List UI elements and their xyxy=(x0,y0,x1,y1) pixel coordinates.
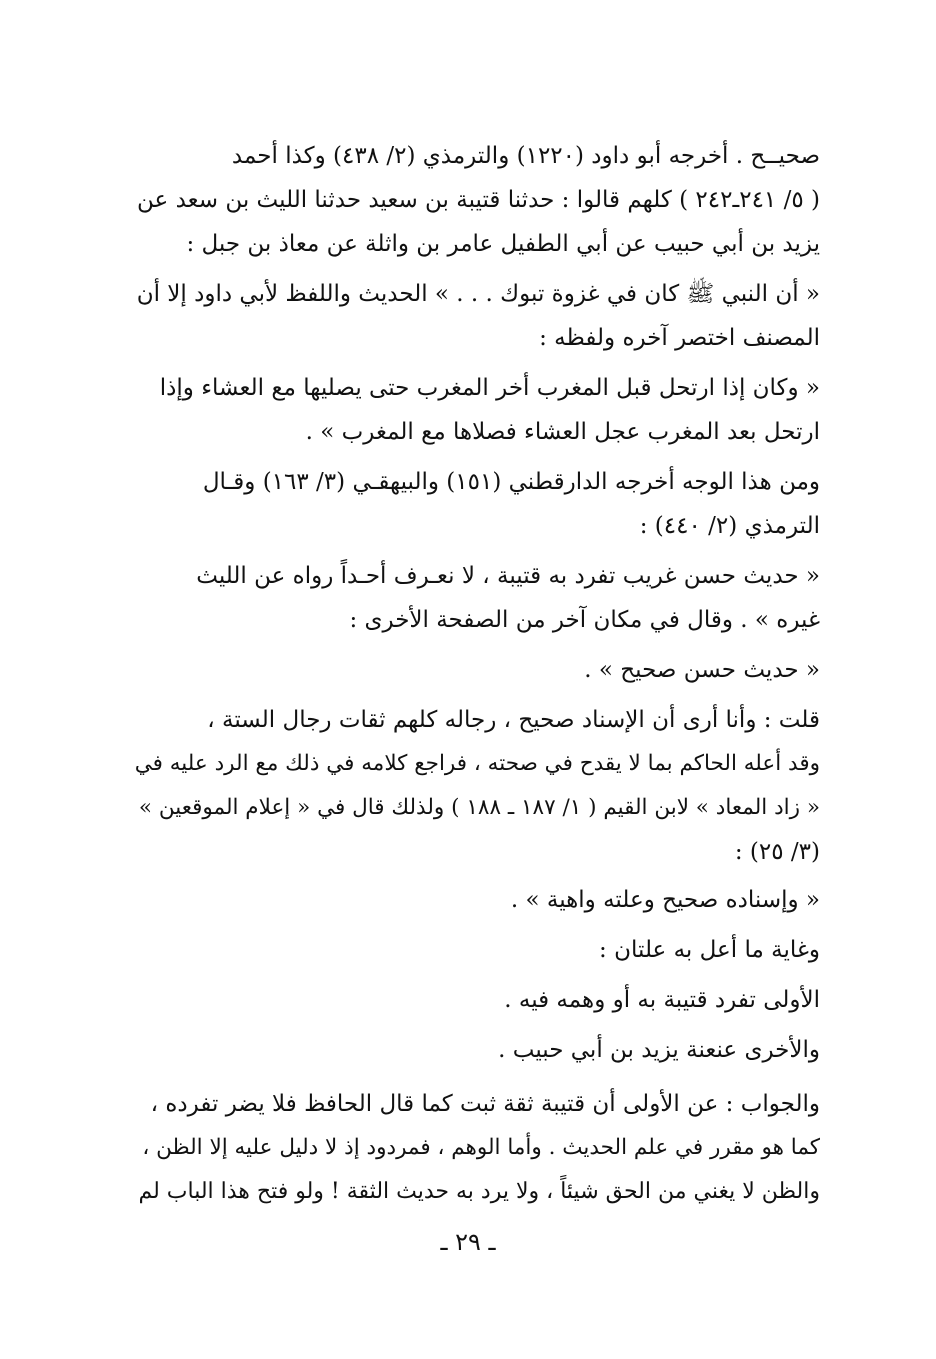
text-line: يزيد بن أبي حبيب عن أبي الطفيل عامر بن واثلة عن معاذ بن جبل : xyxy=(186,231,820,257)
text-line: والجواب : عن الأولى أن قتيبة ثقة ثبت كما قال الحافظ فلا يضر تفرده ، xyxy=(150,1091,820,1117)
text-line: « زاد المعاد » لابن القيم ( ١/ ١٨٧ ـ ١٨٨ ) ولذلك قال في « إعلام الموقعين » xyxy=(138,795,820,820)
text-line: « حديث حسن غريب تفرد به قتيبة ، لا نعـرف أحـداً رواه عن الليث xyxy=(196,563,820,589)
text-line: صحيــح . أخرجه أبو داود (١٢٢٠) والترمذي (٢/ ٤٣٨) وكذا أحمد xyxy=(231,143,820,169)
text-line: الترمذي (٢/ ٤٤٠) : xyxy=(639,513,820,539)
page-number: ـ ٢٩ ـ xyxy=(440,1228,496,1256)
text-line: (٣/ ٢٥) : xyxy=(734,839,820,865)
text-line: « حديث حسن صحيح » . xyxy=(584,657,820,683)
text-line: الأولى تفرد قتيبة به أو وهمه فيه . xyxy=(504,987,820,1013)
text-line: ومن هذا الوجه أخرجه الدارقطني (١٥١) والبيهقـي (٣/ ١٦٣) وقـال xyxy=(202,469,820,495)
text-line: المصنف اختصر آخره ولفظه : xyxy=(539,325,820,351)
text-line: غيره » . وقال في مكان آخر من الصفحة الأخرى : xyxy=(349,607,820,633)
text-line: ارتحل بعد المغرب عجل العشاء فصلاها مع المغرب » . xyxy=(305,419,820,445)
text-line: « أن النبي ﷺ كان في غزوة تبوك . . . » الحديث واللفظ لأبي داود إلا أن xyxy=(136,281,820,307)
text-line: والظن لا يغني من الحق شيئاً ، ولا يرد به حديث الثقة ! ولو فتح هذا الباب لم xyxy=(138,1179,820,1204)
text-line: والأخرى عنعنة يزيد بن أبي حبيب . xyxy=(498,1037,820,1063)
text-line: « وكان إذا ارتحل قبل المغرب أخر المغرب حتى يصليها مع العشاء وإذا xyxy=(159,375,820,401)
text-line: ( ٥/ ٢٤١ـ٢٤٢ ) كلهم قالوا : حدثنا قتيبة بن سعيد حدثنا الليث بن سعد عن xyxy=(137,187,820,213)
text-line: وقد أعله الحاكم بما لا يقدح في صحته ، فراجع كلامه في ذلك مع الرد عليه في xyxy=(134,751,820,776)
text-line: وغاية ما أعل به علتان : xyxy=(599,937,820,963)
text-line: « وإسناده صحيح وعلته واهية » . xyxy=(510,887,820,913)
text-line: كما هو مقرر في علم الحديث . وأما الوهم ، فمردود إذ لا دليل عليه إلا الظن ، xyxy=(142,1135,820,1160)
text-line: قلت : وأنا أرى أن الإسناد صحيح ، رجاله كلهم ثقات رجال الستة ، xyxy=(207,707,820,733)
